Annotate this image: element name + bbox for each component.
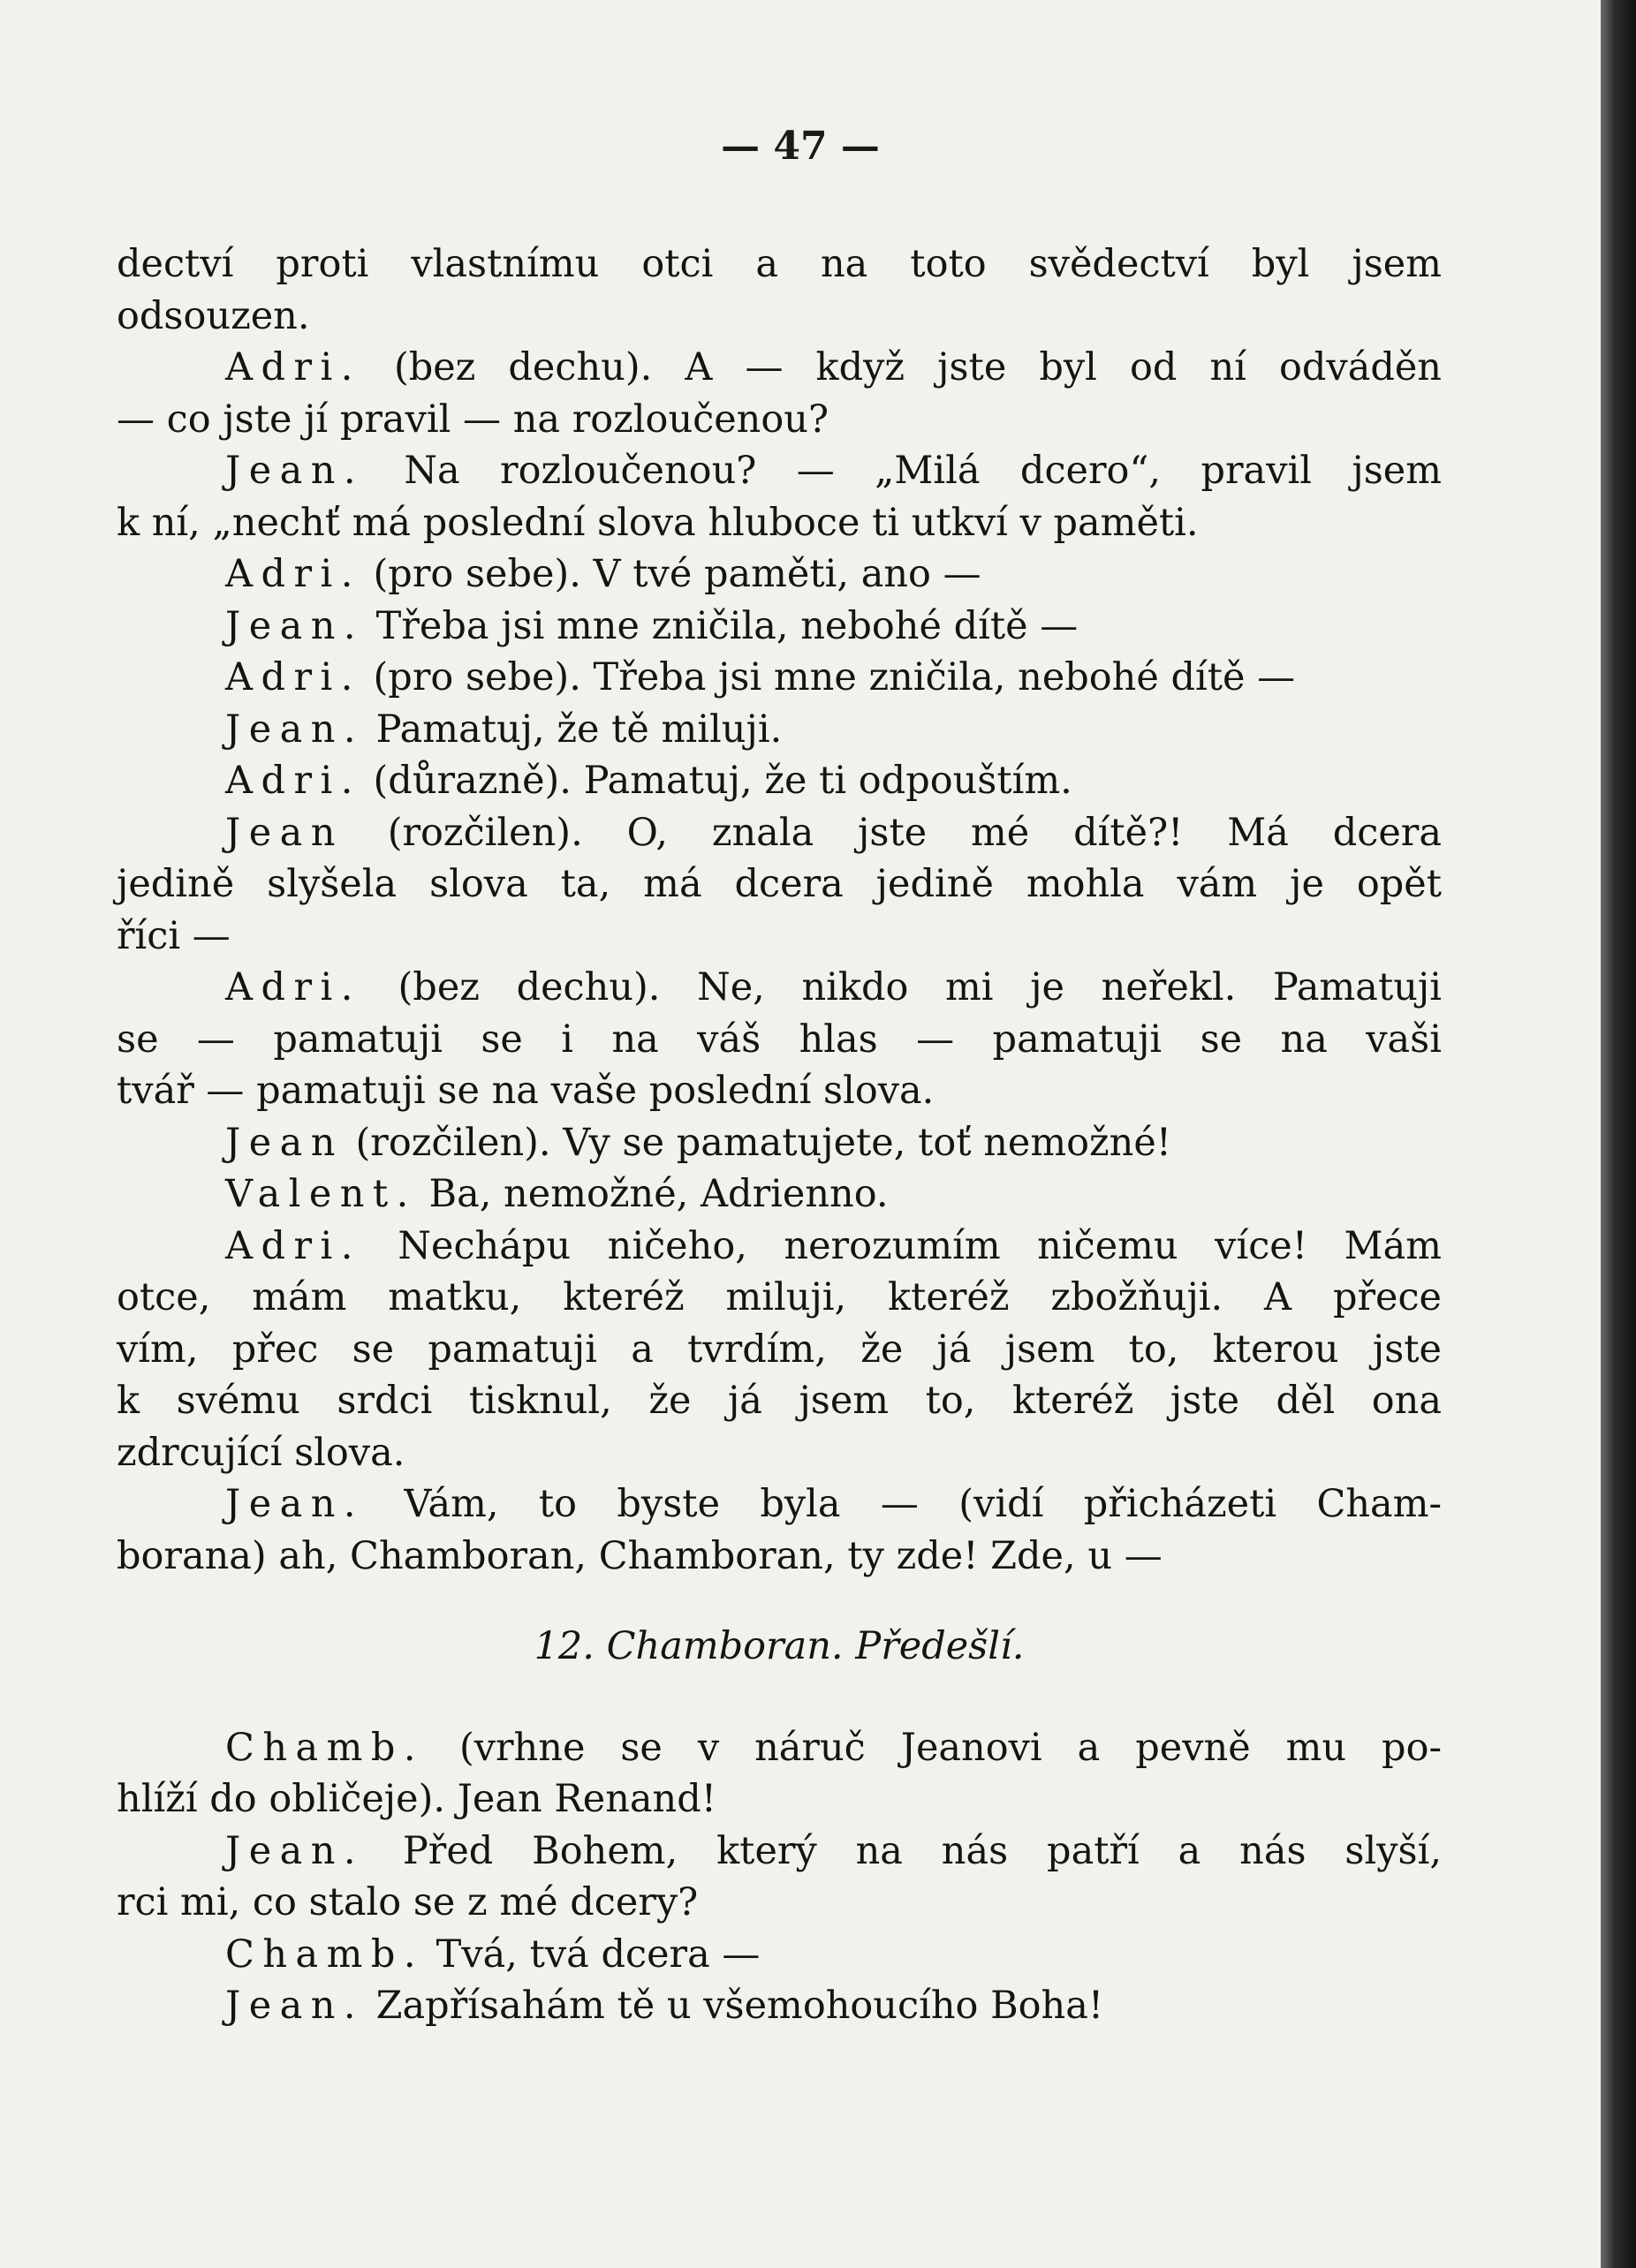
- text-line: [117, 1826, 1442, 1878]
- line-text: (rozčilen). Vy se pamatujete, toť nemožné!: [355, 1120, 1172, 1165]
- text-line: [117, 291, 1442, 343]
- text-line: [117, 1221, 1442, 1273]
- text-line: [117, 1773, 1442, 1826]
- line-text: vím, přec se pamatuji a tvrdím, že já jsem to, kterou jste: [117, 1327, 1442, 1372]
- speaker-name: Adri.: [225, 655, 361, 699]
- text-line: [117, 1117, 1442, 1169]
- line-text: Na rozloučenou? — „Milá dcero“, pravil jsem: [404, 449, 1442, 493]
- text-line: [117, 445, 1442, 497]
- text-line: [117, 1980, 1442, 2032]
- line-text: Třeba jsi mne zničila, nebohé dítě —: [375, 603, 1079, 648]
- speaker-name: Chamb.: [225, 1725, 424, 1770]
- line-text: Zapřísahám tě u všemohoucího Boha!: [375, 1984, 1104, 2028]
- line-text: tvář — pamatuji se na vaše poslední slova.: [117, 1069, 935, 1113]
- text-line: [117, 1168, 1442, 1221]
- text-line: [117, 755, 1442, 807]
- speaker-name: Jean.: [225, 449, 364, 493]
- text-line: [117, 962, 1442, 1014]
- speaker-name: Jean.: [225, 1828, 364, 1873]
- text-line: [117, 704, 1442, 756]
- line-text: hlíží do obličeje). Jean Renand!: [117, 1777, 717, 1821]
- line-text: Ba, nemožné, Adrienno.: [428, 1172, 889, 1216]
- page-number: — 47 —: [721, 124, 880, 169]
- text-line: [117, 1324, 1442, 1376]
- line-text: Pamatuj, že tě miluji.: [375, 707, 783, 752]
- speaker-name: Valent.: [225, 1172, 417, 1216]
- speaker-name: Adri.: [225, 552, 361, 596]
- line-text: jedině slyšela slova ta, má dcera jedině mohla vám je opět: [117, 862, 1442, 906]
- text-line: [117, 601, 1442, 653]
- text-line: [117, 911, 1442, 963]
- line-text: (vrhne se v náruč Jeanovi a pevně mu po-: [458, 1725, 1442, 1770]
- line-text: (pro sebe). Třeba jsi mne zničila, nebohé dítě —: [373, 655, 1296, 699]
- line-text: otce, mám matku, kteréž miluji, kteréž zbožňuji. A přece: [117, 1275, 1442, 1319]
- text-line: [117, 497, 1442, 549]
- text-line: [117, 1722, 1442, 1774]
- speaker-name: Jean.: [225, 1482, 364, 1526]
- page-edge-shadow: [1601, 0, 1636, 2268]
- line-text: (rozčilen). O, znala jste mé dítě?! Má dcera: [387, 810, 1442, 855]
- text-line: [117, 1531, 1442, 1583]
- text-line: [117, 652, 1442, 704]
- line-text: Vám, to byste byla — (vidí přicházeti Cham-: [404, 1482, 1442, 1526]
- text-line: [117, 807, 1442, 859]
- line-text: říci —: [117, 913, 231, 958]
- line-text: Tvá, tvá dcera —: [436, 1932, 761, 1977]
- speaker-name: Adri.: [225, 759, 361, 803]
- speaker-name: Chamb.: [225, 1932, 424, 1977]
- line-text: rci mi, co stalo se z mé dcery?: [117, 1880, 699, 1924]
- text-line: [117, 1478, 1442, 1531]
- line-text: (bez dechu). A — když jste byl od ní odváděn: [393, 345, 1442, 389]
- line-text: (pro sebe). V tvé paměti, ano —: [373, 552, 981, 596]
- speaker-name: Jean: [225, 1120, 344, 1165]
- line-text: se — pamatuji se i na váš hlas — pamatuji se na vaši: [117, 1017, 1442, 1062]
- line-text: (bez dechu). Ne, nikdo mi je neřekl. Pamatuji: [398, 965, 1442, 1009]
- text-line: [117, 1272, 1442, 1324]
- text-line: [117, 548, 1442, 601]
- line-text: Nechápu ničeho, nerozumím ničemu více! Mám: [398, 1223, 1443, 1268]
- text-line: [117, 1014, 1442, 1066]
- line-text: — co jste jí pravil — na rozloučenou?: [117, 397, 829, 442]
- text-line: [117, 858, 1442, 911]
- speaker-name: Adri.: [225, 345, 361, 389]
- text-line: [117, 1065, 1442, 1117]
- text-line: [117, 238, 1442, 291]
- line-text: dectví proti vlastnímu otci a na toto svědectví byl jsem: [117, 242, 1442, 286]
- text-line: [117, 1375, 1442, 1427]
- speaker-name: Adri.: [225, 965, 361, 1009]
- line-text: (důrazně). Pamatuj, že ti odpouštím.: [373, 759, 1072, 803]
- dialogue-text: [117, 238, 1442, 2032]
- text-line: [117, 342, 1442, 394]
- speaker-name: Jean: [225, 810, 344, 855]
- speaker-name: Adri.: [225, 1223, 361, 1268]
- line-text: k svému srdci tisknul, že já jsem to, kteréž jste děl ona: [117, 1379, 1442, 1423]
- speaker-name: Jean.: [225, 707, 364, 752]
- text-line: [117, 1929, 1442, 1981]
- line-text: k ní, „nechť má poslední slova hluboce ti utkví v paměti.: [117, 500, 1199, 545]
- line-text: zdrcující slova.: [117, 1430, 405, 1475]
- speaker-name: Jean.: [225, 603, 364, 648]
- scene-heading: 12. Chamboran. Předešlí.: [534, 1624, 1025, 1668]
- line-text: odsouzen.: [117, 293, 310, 338]
- text-line: [117, 1427, 1442, 1479]
- line-text: borana) ah, Chamboran, Chamboran, ty zde! Zde, u —: [117, 1533, 1163, 1578]
- text-line: [117, 1877, 1442, 1929]
- speaker-name: Jean.: [225, 1984, 364, 2028]
- line-text: Před Bohem, který na nás patří a nás slyší,: [402, 1828, 1443, 1873]
- text-line: [117, 394, 1442, 446]
